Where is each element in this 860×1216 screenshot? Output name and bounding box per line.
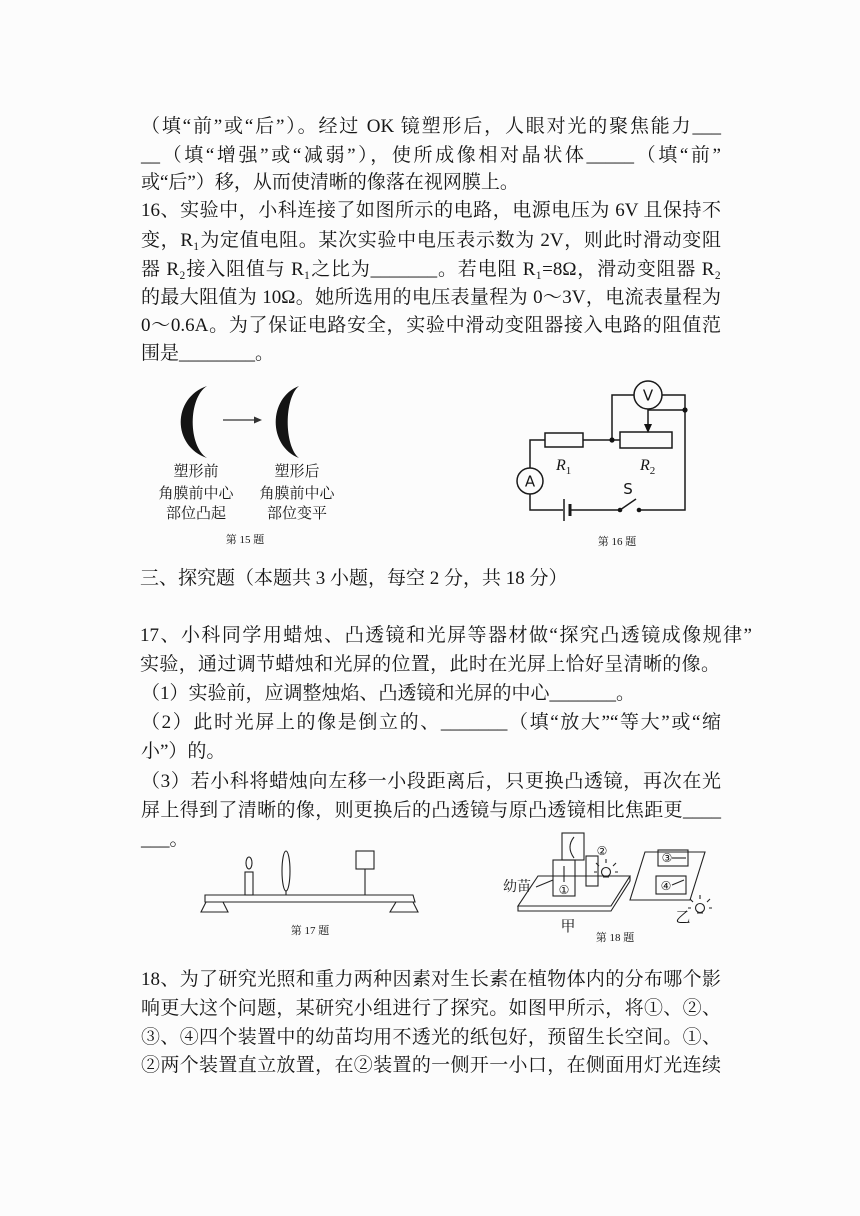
voltmeter <box>634 381 662 409</box>
switch <box>618 499 642 512</box>
ammeter <box>517 468 543 494</box>
rheostat-r2 <box>620 432 672 448</box>
device-2-label: ② <box>596 844 608 858</box>
candle <box>245 857 253 895</box>
q16-line-6: 围是________。 <box>141 343 275 364</box>
device-4-label: ④ <box>660 879 672 893</box>
q15-line-3: 或“后”）移，从而使清晰的像落在视网膜上。 <box>141 172 519 193</box>
q16-line-2: 变，R₁为定值电阻。某次实验中电压表示数为 2V，则此时滑动变阻 <box>141 230 721 251</box>
voltmeter-label: V <box>642 386 654 405</box>
seedling <box>672 880 684 885</box>
q16-line-1: 16、实验中，小科连接了如图所示的电路，电源电压为 6V 且保持不 <box>141 200 721 221</box>
q17-line-2: 实验，通过调节蜡烛和光屏的位置，此时在光屏上恰好呈清晰的像。 <box>140 654 720 675</box>
r1-label: $R_1$ <box>556 457 572 477</box>
section-3-heading: 三、探究题（本题共 3 小题，每空 2 分，共 18 分） <box>140 568 568 589</box>
q16-line-4: 的最大阻值为 10Ω。她所选用的电压表量程为 0～3V，电流表量程为 <box>141 287 721 308</box>
battery <box>564 499 570 521</box>
junction-dot <box>682 407 687 412</box>
q17-item-1: （1）实验前，应调整烛焰、凸透镜和光屏的中心_______。 <box>141 683 636 704</box>
panel-a-label: 甲 <box>560 919 576 935</box>
device-1-label: ① <box>558 883 570 897</box>
before-label-1: 塑形前 <box>173 464 219 480</box>
ammeter-label: A <box>524 472 536 491</box>
q17-item-3-end: ___。 <box>141 829 189 850</box>
optical-bench <box>201 895 418 912</box>
before-label-3: 部位凸起 <box>165 506 227 522</box>
seedling-label: 幼苗 <box>503 880 531 895</box>
q16-line-3: 器 R₂接入阻值与 R₁之比为_______。若电阻 R₁=8Ω，滑动变阻器 R₂ <box>141 259 721 280</box>
figure-15-caption: 第 15 题 <box>225 534 265 546</box>
bent-seedling <box>570 837 574 858</box>
figure-18-seedling-experiment <box>490 825 720 950</box>
switch-label: S <box>623 480 633 498</box>
cornea-after-crescent <box>276 386 299 458</box>
q18-line-4: ②两个装置直立放置，在②装置的一侧开一小口，在侧面用灯光连续 <box>141 1055 721 1076</box>
q15-line-2: __（填“增强”或“减弱”），使所成像相对晶状体_____（填“前” <box>141 145 721 166</box>
panel-a-apparatus <box>518 833 630 911</box>
q17-item-3: （3）若小科将蜡烛向左移一小段距离后，只更换凸透镜，再次在光 <box>141 771 721 792</box>
after-label-1: 塑形后 <box>274 464 320 480</box>
after-label-2: 角膜前中心 <box>259 486 335 502</box>
q18-line-2: 响更大这个问题，某研究小组进行了探究。如图甲所示，将①、②、 <box>141 998 721 1019</box>
figure-16-caption: 第 16 题 <box>597 536 637 548</box>
q18-line-3: ③、④四个装置中的幼苗均用不透光的纸包好，预留生长空间。①、 <box>141 1027 721 1048</box>
q15-line-1: （填“前”或“后”）。经过 OK 镜塑形后，人眼对光的聚焦能力___ <box>141 116 721 137</box>
lamp-icon <box>688 895 712 913</box>
figure-17-optical-bench <box>190 840 430 940</box>
circuit-wires <box>530 395 685 510</box>
q17-item-3-cont: 屏上得到了清晰的像，则更换后的凸透镜与原凸透镜相比焦距更____ <box>141 800 721 821</box>
q16-line-5: 0～0.6A。为了保证电路安全，实验中滑动变阻器接入电路的阻值范 <box>141 315 721 336</box>
cornea-before-crescent <box>181 386 207 458</box>
q17-line-1: 17、小科同学用蜡烛、凸透镜和光屏等器材做“探究凸透镜成像规律” <box>140 625 752 646</box>
figure-16-circuit-diagram <box>495 375 710 555</box>
q17-item-2: （2）此时光屏上的像是倒立的、_______（填“放大”“等大”或“缩 <box>141 712 721 733</box>
figure-15-cornea-diagram <box>130 375 360 550</box>
panel-b-label: 乙 <box>675 910 691 926</box>
q18-line-1: 18、为了研究光照和重力两种因素对生长素在植物体内的分布哪个影 <box>141 969 721 990</box>
r2-label: $R_2$ <box>640 457 656 477</box>
light-screen <box>356 851 374 895</box>
q17-item-2-cont: 小”）的。 <box>141 741 226 762</box>
arrow-icon <box>223 417 262 424</box>
figure-17-caption: 第 17 题 <box>290 925 330 937</box>
resistor-r1 <box>545 433 583 447</box>
convex-lens <box>282 851 290 895</box>
before-label-2: 角膜前中心 <box>158 486 234 502</box>
junction-dot <box>609 437 614 442</box>
after-label-3: 部位变平 <box>266 506 328 522</box>
pointer-line <box>536 880 553 887</box>
device-box <box>586 856 598 886</box>
device-3-label: ③ <box>661 851 673 865</box>
figure-18-caption: 第 18 题 <box>595 932 635 944</box>
